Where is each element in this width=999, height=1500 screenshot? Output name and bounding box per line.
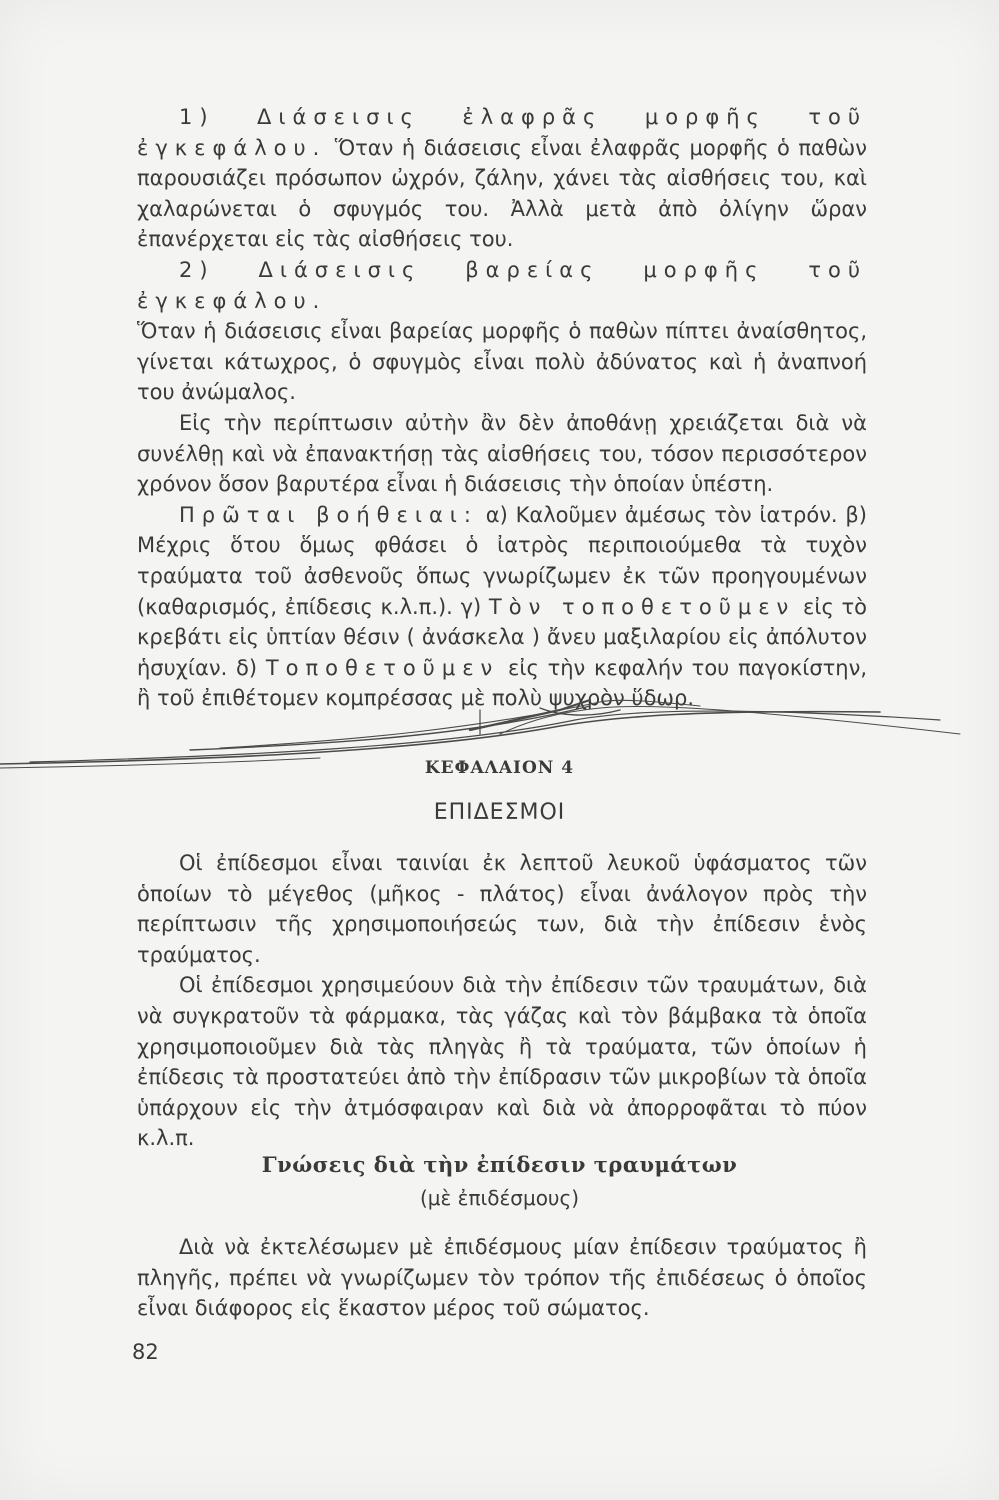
section-subtitle: (μὲ ἐπιδέσμους)	[419, 1186, 580, 1210]
chapter-title: ΕΠΙΔΕΣΜΟΙ	[433, 800, 566, 825]
heading-first-aid: Πρῶται βοήθειαι:	[179, 502, 478, 527]
paragraph-mild-concussion	[137, 102, 867, 255]
chapter-label: ΚΕΦΑΛΑΙΟΝ 4	[424, 758, 575, 778]
text-block-bandages	[137, 848, 867, 1154]
text-block-bandaging-knowledge	[137, 1232, 867, 1324]
first-aid-text-a: α) Καλοῦμεν ἀμέσως τὸν ἰατρόν. β) Μέχρις ὅτου ὅμως φθάσει ὁ ἰατρὸς περιποιούμεθα τὰ τυχὸν τραύματα τοῦ ἀσθενοῦς ὅπως γνωρίζωμεν ἐκ τῶν προηγουμένων (καθαρισμός, ἐπίδεσις κ.λ.π.). γ)	[137, 502, 867, 619]
paragraph-bandaging-method: Διὰ νὰ ἐκτελέσωμεν μὲ ἐπιδέσμους μίαν ἐπίδεσιν τραύματος ἢ πληγῆς, πρέπει νὰ γνωρίζωμεν τὸν τρόπον τῆς ἐπιδέσεως ὁ ὁποῖος εἶναι διάφορος εἰς ἕκαστον μέρος τοῦ σώματος.	[137, 1235, 867, 1321]
first-aid-emphasis-1: Τὸν τοποθετοῦμεν	[488, 594, 796, 619]
page-number: 82	[132, 1340, 159, 1364]
first-aid-text-c: εἰς τὸ κρεβάτι εἰς ὑπτίαν θέσιν ( ἀνάσκελα ) ἄνευ μαξιλαρίου εἰς ἀπόλυτον ἡσυχίαν. δ)	[137, 594, 867, 680]
text-block-concussion	[137, 102, 867, 714]
paragraph-text: Ὅταν ἡ διάσεισις εἶναι ἐλαφρᾶς μορφῆς ὁ παθὼν παρουσιάζει πρόσωπον ὠχρόν, ζάλην, χάνει τὰς αἰσθήσεις του, καὶ χαλαρώνεται ὁ σφυγμός του. Ἀλλὰ μετὰ ἀπὸ ὀλίγην ὥραν ἐπανέρχεται εἰς τὰς αἰσθήσεις του.	[137, 135, 867, 252]
paragraph-bandages-use: Οἱ ἐπίδεσμοι χρησιμεύουν διὰ τὴν ἐπίδεσιν τῶν τραυμάτων, διὰ νὰ συγκρατοῦν τὰ φάρμακα, τὰς γάζας καὶ τὸν βάμβακα τὰ ὁποῖα χρησιμοποιοῦμεν διὰ τὰς πληγὰς ἢ τὰ τραύματα, τῶν ὁποίων ἡ ἐπίδεσις τὰ προστατεύει ἀπὸ τὴν ἐπίδρασιν τῶν μικροβίων τὰ ὁποῖα ὑπάρχουν εἰς τὴν ἀτμόσφαιραν καὶ διὰ νὰ ἀπορροφᾶται τὸ πύον κ.λ.π.	[137, 973, 867, 1151]
paragraph-severe-concussion-heading	[137, 255, 867, 316]
first-aid-emphasis-2: Τοποθετοῦμεν	[265, 655, 500, 680]
heading-severe-concussion: 2) Διάσεισις βαρείας μορφῆς τοῦ ἐγκεφάλου.	[137, 257, 867, 313]
paragraph-first-aid	[137, 500, 867, 714]
paragraph-severe-concussion: Ὅταν ἡ διάσεισις εἶναι βαρείας μορφῆς ὁ παθὼν πίπτει ἀναίσθητος, γίνεται κάτωχρος, ὁ σφυγμὸς εἶναι πολὺ ἀδύνατος καὶ ἡ ἀναπνοή του ἀνώμαλος.	[137, 319, 867, 405]
section-title: Γνώσεις διὰ τὴν ἐπίδεσιν τραυμάτων	[261, 1152, 738, 1177]
first-aid-text-e: εἰς τὴν κεφαλήν του παγοκίστην, ἢ τοῦ ἐπιθέτομεν κομπρέσσας μὲ πολὺ ψυχρὸν ὕδωρ.	[137, 655, 867, 711]
heading-mild-concussion: 1) Διάσεισις ἐλαφρᾶς μορφῆς τοῦ ἐγκεφάλου.	[137, 105, 867, 160]
paragraph-recovery: Εἰς τὴν περίπτωσιν αὐτὴν ἂν δὲν ἀποθάνῃ χρειάζεται διὰ νὰ συνέλθῃ καὶ νὰ ἐπανακτήσῃ τὰς αἰσθήσεις του, τόσον περισσότερον χρόνον ὅσον βαρυτέρα εἶναι ἡ διάσεισις τὴν ὁποίαν ὑπέστη.	[137, 410, 867, 497]
paragraph-bandages-definition: Οἱ ἐπίδεσμοι εἶναι ταινίαι ἐκ λεπτοῦ λευκοῦ ὑφάσματος τῶν ὁποίων τὸ μέγεθος (μῆκος - πλάτος) εἶναι ἀνάλογον πρὸς τὴν περίπτωσιν τῆς χρησιμοποιήσεώς των, διὰ τὴν ἐπίδεσιν ἑνὸς τραύματος.	[137, 851, 867, 967]
